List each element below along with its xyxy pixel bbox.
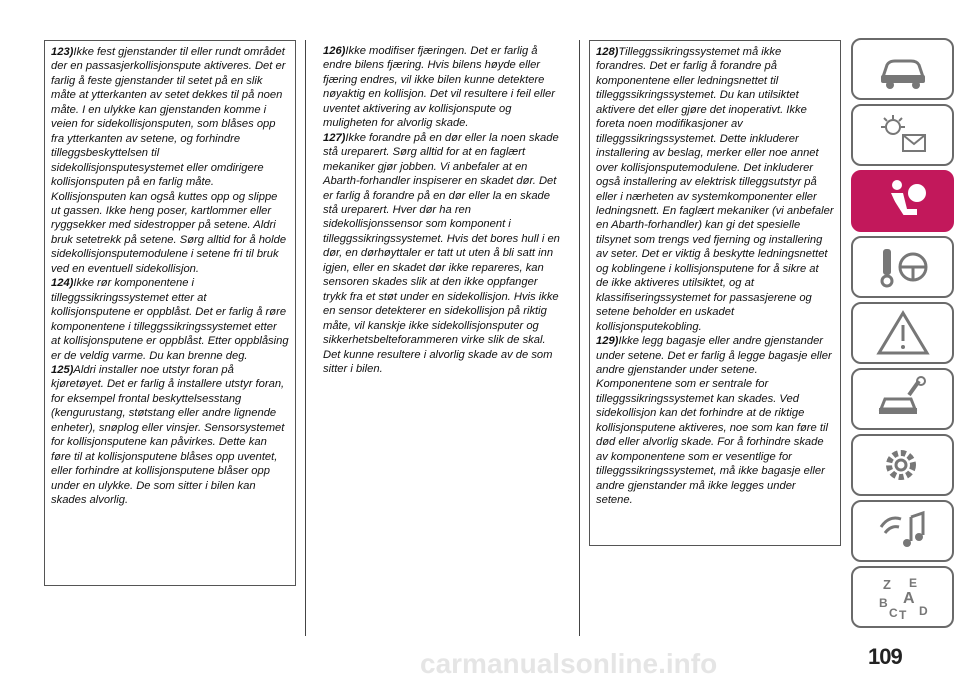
warning-item: 124)Ikke rør komponentene i tilleggssikringssystemet etter at kollisjonsputene er oppblåst. Det er farlig å røre komponentene i tilleggssikringssystemet etter at kollisjonsputene er oppblåst. Etter oppblåsing er de veldig varme. Du kan brenne deg. [51, 277, 289, 362]
warning-item: 126)Ikke modifiser fjæringen. Det er farlig å endre bilens fjæring. Hvis bilens høyde eller fjæring endres, vil ikke bilen kunne detektere nøyaktig en kollisjon. Det vil resultere i feil eller uventet aktivering av kollisjonspute og muligheten for alvorlig skade. [323, 45, 555, 130]
gear-icon [873, 441, 933, 489]
warning-item: 125)Aldri installer noe utstyr foran på kjøretøyet. Det er farlig å installere utstyr foran, for eksempel frontal beskyttelsesstang (kengurustang, støtstang eller andre lignende enheter), snøplog eller vinsjer. Sensorsystemet for kollisjonsputene kan påvirkes. Dette kan føre til at kollisjonsputene blåses opp uventet, eller forhindre at kollisjonsputene blåser opp under en ulykke. De som sitter i bilen kan skades alvorlig. [51, 363, 285, 507]
column-divider [579, 40, 580, 636]
key-steering-wheel-icon [873, 243, 933, 291]
warning-column-2 [317, 40, 569, 408]
tab-index[interactable] [851, 566, 954, 628]
index-letter: A [902, 590, 915, 607]
column-divider [305, 40, 306, 636]
car-icon [873, 45, 933, 93]
index-letter: B [878, 596, 888, 610]
warning-item: 128)Tilleggssikringssystemet må ikke forandres. Det er farlig å forandre på komponentene eller ledningsnettet til tilleggssikringssystemet. Du kan utilsiktet aktivere det eller gjøre det inoperativt. Ikke foreta noen modifikasjoner av tilleggssikringssystemet. Dette inkluderer installering av beslag, merker eller noe annet over kollisjonsputemodulene. Det inkluderer også installering av elektrisk tilleggsutstyr på eller i nærheten av systemkomponenter eller ledningsnett. En faglært mekaniker (vi anbefaler en Abarth-forhandler) kan gi det spesielle tilsynet som trengs ved fjerning og installering av seter. Det er viktig å beskytte ledningsnettet og koblingene i kollisjonsputene for å sikre at de ikke aktiveres utilsiktet, og at klassifiseringssystemet for passasjerene og setene beholder en uskadet kollisjonsputekobling. [596, 46, 834, 333]
warning-column-3 [589, 40, 841, 546]
index-letter: C [888, 606, 898, 620]
tab-starting-driving[interactable] [851, 236, 954, 298]
index-letter: Z [882, 577, 891, 592]
music-satellite-icon [873, 507, 933, 555]
tab-maintenance[interactable] [851, 368, 954, 430]
warning-item: 127)Ikke forandre på en dør eller la noen skade stå ureparert. Sørg alltid for at en faglært mekaniker gjør jobben. Vi anbefaler at en Abarth-forhandler inspiserer en skadet dør. Det er farlig å forandre på en dør eller la en skade stå ureparert. Hver dør ha ren sidekollisjonssensor som komponent i tilleggssikringssystemet. Hvis det bores hull i en dør, en dørhøyttaler er tatt ut uten å bli satt inn igjen, eller en skadet dør ikke repareres, kan sensoren skades slik at den ikke oppfanger trykk fra et støt under en sidekollisjon. Hvis ikke en sensor detekterer en sidekollisjon på riktig måte, vil kanskje ikke sidekollisjonsputer og sikkerhetsbelteforammeren virke slik de skal. Det kunne resultere i alvorlig skade av de som sitter i bilen. [323, 131, 560, 375]
tab-multimedia[interactable] [851, 500, 954, 562]
chapter-tabs [851, 38, 956, 632]
airbag-seatbelt-icon [873, 177, 933, 225]
warning-column-1 [44, 40, 296, 586]
tab-airbag[interactable] [851, 170, 954, 232]
dashboard-lights-icon [873, 111, 933, 159]
alphabetical-index-icon [873, 573, 933, 621]
tab-technical-data[interactable] [851, 434, 954, 496]
tab-car[interactable] [851, 38, 954, 100]
wrench-car-icon [873, 375, 933, 423]
index-letter: T [898, 608, 906, 621]
watermark: carmanualsonline.info [420, 648, 718, 679]
warning-triangle-icon [873, 309, 933, 357]
index-letter: E [908, 576, 917, 590]
index-letter: D [918, 604, 928, 618]
warning-item: 123)Ikke fest gjenstander til eller rundt området der en passasjerkollisjonspute aktiveres. Det er farlig å feste gjenstander til setet på en slik måte at ytterkanten av setet dekkes til på noen måte. I en ulykke kan gjenstanden komme i veien for sidekollisjonsputen, som blåses opp fra ytterkanten av setene, og forhindre tilleggsbeskyttelsen til sidekollisjonsputesystemet eller omdirigere kollisjonsputen på en farlig måte. Kollisjonsputen kan også kuttes opp og slippe ut gassen. Ikke heng poser, kartlommer eller ryggsekker med sidestropper på setene. Aldri bruk setetrekk på setene. Sørg alltid for å holde sidekollisjonsputemodulene i setene fri til bruk ved en eventuell sidekollisjon. [51, 46, 287, 275]
page-number: 109 [868, 644, 902, 669]
warning-item: 129)Ikke legg bagasje eller andre gjenstander under setene. Det er farlig å legge bagasje eller andre gjenstander under setene. Komponentene som er sentrale for tilleggssikringssystemet kan skades. Ved sidekollisjon kan det forhindre at de riktige kollisjonsputene aktiveres, noe som kan føre til død eller alvorlig skade. For å forhindre skade av komponentene som er vesentlige for tilleggssikringssystemet, må ikke bagasje eller andre gjenstander må ikke legges under setene. [596, 335, 832, 507]
tab-emergency[interactable] [851, 302, 954, 364]
tab-dashboard[interactable] [851, 104, 954, 166]
